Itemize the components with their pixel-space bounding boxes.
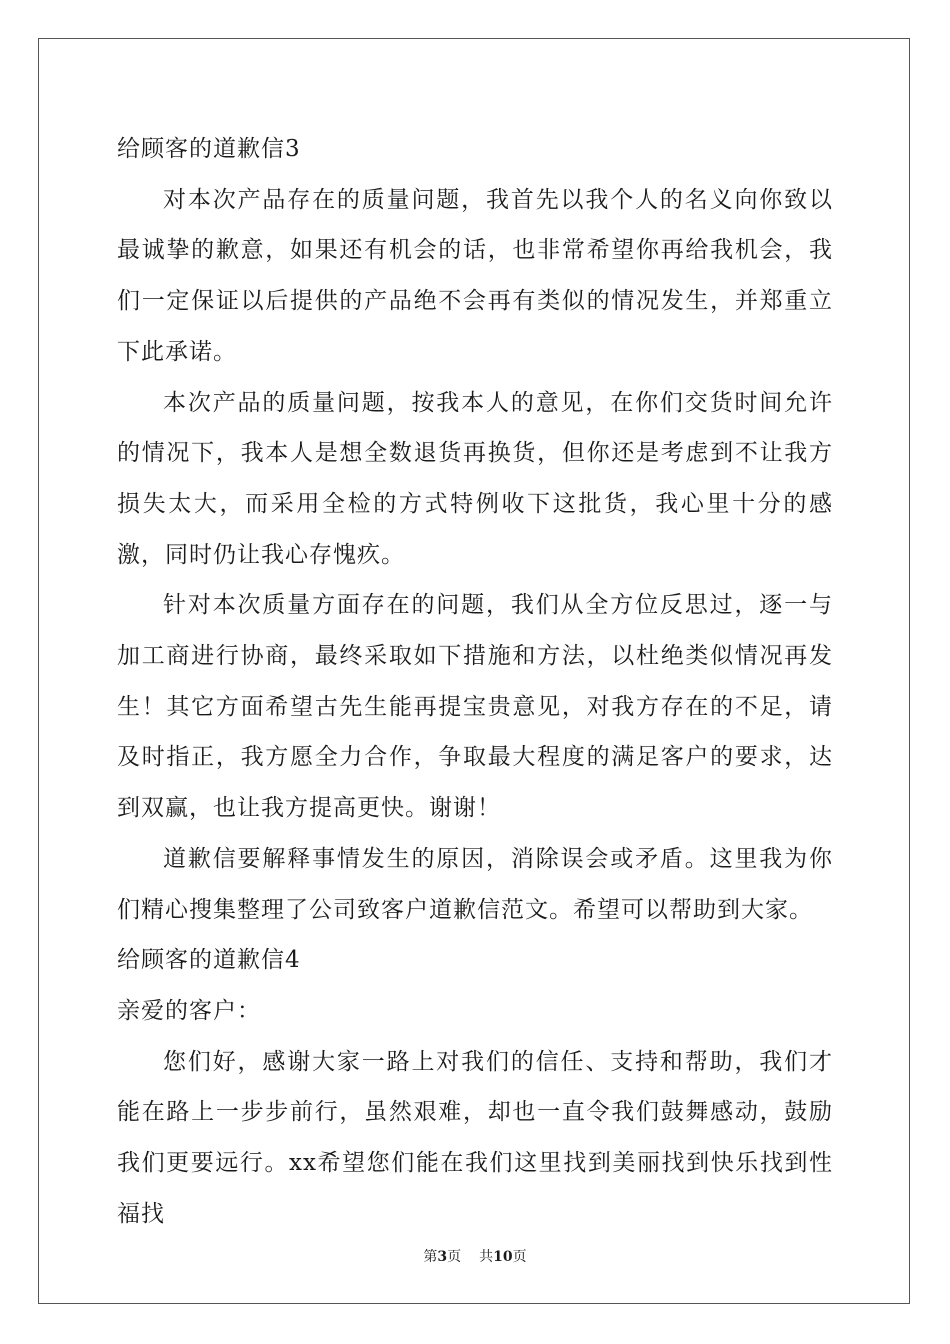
- page-suffix: 页: [447, 1249, 462, 1265]
- letter-4-title: 给顾客的道歉信4: [117, 947, 301, 974]
- letter-3-title: 给顾客的道歉信3: [117, 136, 301, 162]
- paragraph: 针对本次质量方面存在的问题，我们从全方位反思过，逐一与加工商进行协商，最终采取如下措施和方法，以杜绝类似情况再发生！其它方面希望古先生能再提宝贵意见，对我方存在的不足，请及时指正，我方愿全力合作，争取最大程度的满足客户的要求，达到双赢，也让我方提高更快。谢谢！: [117, 592, 833, 822]
- salutation: 亲爱的客户：: [117, 997, 261, 1024]
- page-footer: [0, 1248, 950, 1266]
- total-suffix: 页: [512, 1249, 527, 1265]
- paragraph: 您们好，感谢大家一路上对我们的信任、支持和帮助，我们才能在路上一步步前行，虽然艰难，却也一直令我们鼓舞感动，鼓励我们更要远行。xx希望您们能在我们这里找到美丽找到快乐找到性福找: [117, 1048, 833, 1227]
- paragraph: 对本次产品存在的质量问题，我首先以我个人的名义向你致以最诚挚的歉意，如果还有机会的话，也非常希望你再给我机会，我们一定保证以后提供的产品绝不会再有类似的情况发生，并郑重立下此承诺。: [117, 186, 833, 365]
- total-pages: 10: [493, 1249, 513, 1265]
- document-body: [117, 124, 833, 1239]
- total-prefix: 共: [479, 1249, 494, 1265]
- paragraph: 道歉信要解释事情发生的原因，消除误会或矛盾。这里我为你们精心搜集整理了公司致客户道歉信范文。希望可以帮助到大家。: [117, 845, 833, 923]
- page-prefix: 第: [423, 1249, 438, 1265]
- paragraph: 本次产品的质量问题，按我本人的意见，在你们交货时间允许的情况下，我本人是想全数退货再换货，但你还是考虑到不让我方损失太大，而采用全检的方式特例收下这批货，我心里十分的感激，同时仍让我心存愧疚。: [117, 389, 833, 568]
- page-number: 3: [437, 1249, 448, 1265]
